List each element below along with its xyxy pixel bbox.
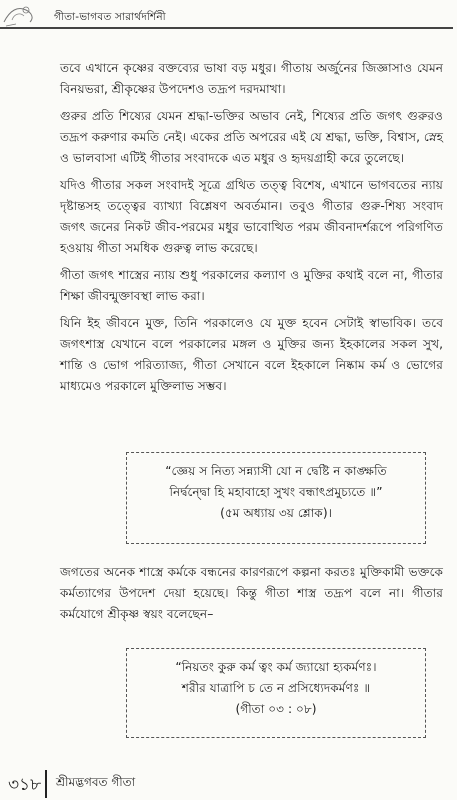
paragraph: যিনি ইহ জীবনে মুক্ত, তিনি পরকালেও যে মুক্ত হবেন সেটাই স্বাভাবিক। তবে জগৎশাস্ত্র যেখানে বলে পরকালের মঙ্গল ও মুক্তির জন্য ইহকালের সকল সুখ, শান্তি ও ভোগ পরিত্যাজ্য, গীতা সেখানে বলে ইহকালে নিষ্কাম কর্ম ও ভোগের মাধ্যমেও পরকালে মুক্তিলাভ সম্ভব।	[60, 316, 443, 393]
verse-reference: (৫ম অধ্যায় ৩য় শ্লোক)।	[220, 506, 332, 520]
paragraph: গুরুর প্রতি শিষ্যের যেমন শ্রদ্ধা-ভক্তির অভাব নেই, শিষ্যের প্রতি জগৎ গুরুরও তদ্রূপ করুণার কমতি নেই। একের প্রতি অপরের এই যে শ্রদ্ধা, ভক্তি, বিশ্বাস, স্নেহ ও ভালবাসা এটিই গীতার সংবাদকে এত মধুর ও হৃদয়গ্রাহী করে তুলেছে।	[60, 109, 443, 165]
verse-quote-box	[126, 648, 426, 738]
paragraph: জগতের অনেক শাস্ত্রে কর্মকে বন্ধনের কারণরূপে কল্পনা করতঃ মুক্তিকামী ভক্তকে কর্মত্যাগের উপদেশ দেয়া হয়েছে। কিন্তু গীতা শাস্ত্র তদ্রূপ বলে না। গীতার কর্মযোগে শ্রীকৃষ্ণ স্বয়ং বলেছেন–	[60, 565, 443, 621]
verse-line: “জ্ঞেয় স নিত্য সন্ন্যাসী যো ন দ্বেষ্টি ন কাঙ্ক্ষতি	[165, 464, 387, 478]
page-header	[0, 0, 457, 34]
paragraph: গীতা জগৎ শাস্ত্রের ন্যায় শুধু পরকালের কল্যাণ ও মুক্তির কথাই বলে না, গীতার শিক্ষা জীবন্মুক্তাবস্থা লাভ করা।	[60, 268, 443, 303]
main-text-continued	[60, 562, 443, 631]
book-title: শ্রীমদ্ভগবত গীতা	[56, 775, 136, 789]
footer-divider	[45, 770, 47, 798]
paragraph: তবে এখানে কৃষ্ণের বক্তব্যের ভাষা বড় মধুর। গীতায় অর্জুনের জিজ্ঞাসাও যেমন বিনয়ভরা, শ্রীকৃষ্ণের উপদেশও তদ্রূপ দরদমাখা।	[60, 61, 443, 96]
verse-line: “নিয়তং কুরু কর্ম ত্বং কর্ম জ্যায়ো হ্যকর্মণঃ।	[175, 660, 377, 674]
paragraph: যদিও গীতার সকল সংবাদই সূত্রে গ্রথিত তত্ত্ব বিশেষ, এখানে ভাগবতের ন্যায় দৃষ্টান্তসহ তত্ত্বের ব্যাখ্যা বিশ্লেষণ অবর্তমান। তবুও গীতার গুরু-শিষ্য সংবাদ জগৎ জনের নিকট জীব-পরমের মধুর ভাবোত্থিত পরম জীবনাদর্শরূপে পরিগণিত হওয়ায় গীতা সমধিক গুরুত্ব লাভ করেছে।	[60, 178, 443, 255]
main-text	[60, 58, 443, 403]
verse-line: নির্দ্বন্দ্বো হি মহাবাহো সুখং বন্ধাৎপ্রমুচ্যতে ॥”	[169, 485, 383, 499]
verse-line: শরীর যাত্রাপি চ তে ন প্রসিধ্যেদকর্মণঃ ॥	[181, 681, 371, 695]
running-header-title: গীতা-ভাগবত সারার্থদর্শিনী	[54, 11, 166, 23]
header-rule	[6, 27, 453, 29]
page-footer	[0, 756, 457, 800]
verse-quote-box	[126, 452, 426, 544]
floral-ornament-icon	[2, 0, 38, 30]
page-number: ৩১৮	[8, 775, 42, 795]
verse-reference: (গীতা ০৩ : ০৮)	[235, 702, 317, 716]
